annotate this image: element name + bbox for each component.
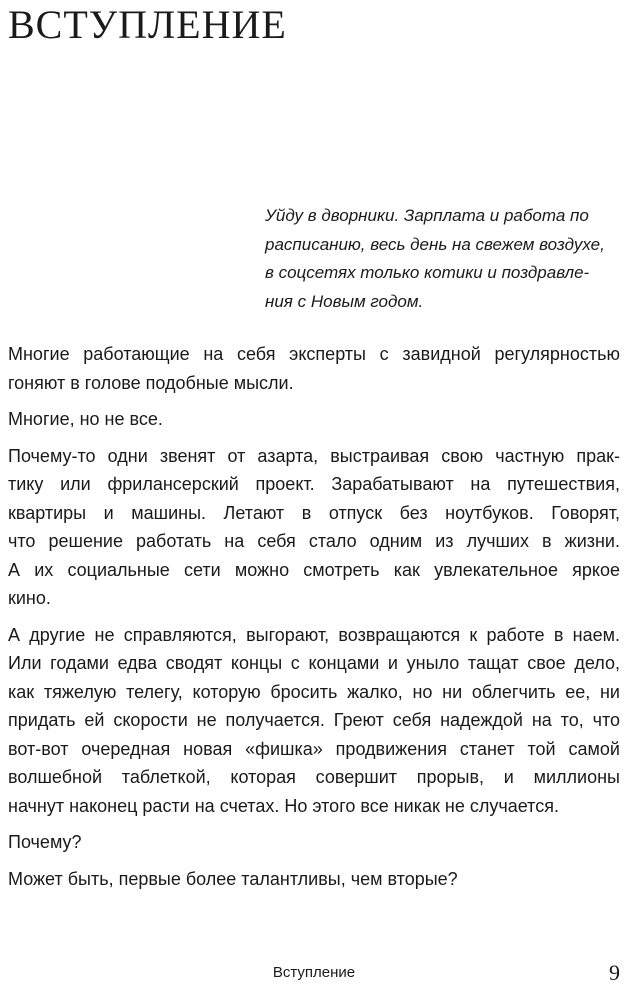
paragraph xyxy=(8,621,620,821)
text-line: Многие работающие на себя эксперты с завидной регулярностью xyxy=(8,344,620,364)
text-line: как тяжелую телегу, которую бросить жалко, но ни облегчить ее, ни xyxy=(8,681,620,702)
text-line: Почему-то одни звенят от азарта, выстраивая свою частную прак- xyxy=(8,445,620,466)
text-line: квартиры и машины. Летают в отпуск без ноутбуков. Говорят, xyxy=(8,502,620,523)
epigraph-line: ния с Новым годом. xyxy=(265,291,424,311)
text-line: Может быть, первые более талантливы, чем вторые? xyxy=(8,868,458,889)
text-line: А их социальные сети можно смотреть как увлекательное яркое xyxy=(8,559,620,580)
epigraph-line: в соцсетях только котики и поздравле- xyxy=(265,263,590,282)
text-line: тику или фрилансерский проект. Зарабатывают на путешествия, xyxy=(8,474,620,494)
body-text xyxy=(8,340,620,901)
paragraph xyxy=(8,865,620,894)
paragraph xyxy=(8,340,620,397)
paragraph xyxy=(8,405,620,434)
text-line: Или годами едва сводят концы с концами и уныло тащат свое дело, xyxy=(8,653,620,673)
epigraph xyxy=(265,202,623,316)
text-line: Многие, но не все. xyxy=(8,409,163,429)
running-footer-section: Вступление xyxy=(272,964,356,981)
text-line: что решение работать на себя стало одним из лучших в жизни. xyxy=(8,531,620,551)
text-line: кино. xyxy=(8,588,51,608)
text-line: начнут наконец расти на счетах. Но этого все никак не случается. xyxy=(8,795,559,816)
paragraph xyxy=(8,828,620,857)
epigraph-line: расписанию, весь день на свежем воздухе, xyxy=(265,234,605,254)
page-number: 9 xyxy=(609,960,620,985)
text-line: А другие не справляются, выгорают, возвращаются к работе в наем. xyxy=(8,624,620,645)
text-line: Почему? xyxy=(8,832,82,852)
epigraph-line: Уйду в дворники. Зарплата и работа по xyxy=(265,206,589,225)
chapter-title: ВСТУПЛЕНИЕ xyxy=(8,2,287,47)
paragraph xyxy=(8,442,620,613)
text-line: гоняют в голове подобные мысли. xyxy=(8,372,294,393)
text-line: придать ей скорости не получается. Греют себя надеждой на то, что xyxy=(8,710,620,730)
text-line: волшебной таблеткой, которая совершит прорыв, и миллионы xyxy=(8,767,620,787)
text-line: вот-вот очередная новая «фишка» продвижения станет той самой xyxy=(8,738,620,759)
